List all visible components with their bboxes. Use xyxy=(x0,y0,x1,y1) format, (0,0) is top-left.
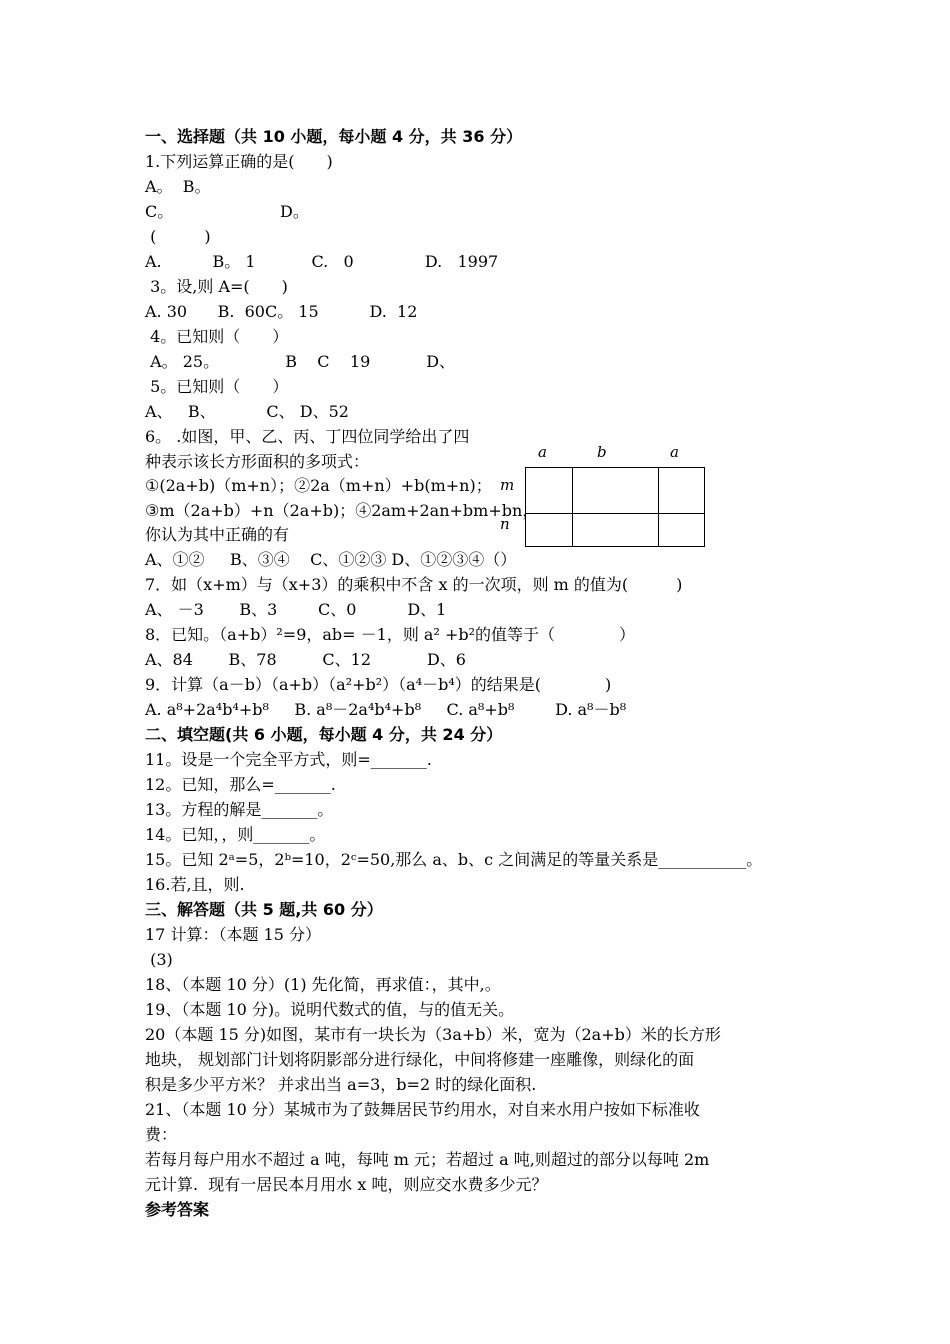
q20-line2: 地块， 规划部门计划将阴影部分进行绿化，中间将修建一座雕像，则绿化的面 xyxy=(145,1050,695,1069)
section-3-title: 三、解答题（共 5 题,共 60 分） xyxy=(145,900,383,919)
q4: 4。已知则（ ） xyxy=(145,327,289,346)
grid-line xyxy=(572,468,573,546)
section-2-title: 二、填空题(共 6 小题，每小题 4 分，共 24 分） xyxy=(145,725,503,744)
q6-line1: 6。 .如图，甲、乙、丙、丁四位同学给出了四 xyxy=(145,427,470,446)
q7: 7．如（x+m）与（x+3）的乘积中不含 x 的一次项，则 m 的值为( ) xyxy=(145,575,683,594)
q2: ( ) xyxy=(145,227,211,246)
q6-line2: 种表示该长方形面积的多项式： xyxy=(145,452,370,471)
q8: 8．已知。（a+b）²=9，ab= －1，则 a² +b²的值等于（ ） xyxy=(145,625,636,644)
q20-line1: 20（本题 15 分)如图，某市有一块长为（3a+b）米，宽为（2a+b）米的长方形 xyxy=(145,1025,721,1044)
q20-line3: 积是多少平方米？ 并求出当 a=3，b=2 时的绿化面积. xyxy=(145,1075,537,1094)
q1-options-cd: C。 D。 xyxy=(145,202,309,221)
q6-line3: ①(2a+b)（m+n）；②2a（m+n）+b(m+n)； xyxy=(145,476,492,495)
figure-label-b: b xyxy=(597,443,607,461)
q21-line4: 元计算. 现有一居民本月用水 x 吨，则应交水费多少元？ xyxy=(145,1175,548,1194)
q1: 1.下列运算正确的是( ) xyxy=(145,152,333,171)
q17: 17 计算：（本题 15 分） xyxy=(145,925,321,944)
q15: 15。已知 2ᵃ=5，2ᵇ=10，2ᶜ=50,那么 a、b、c 之间满足的等量关系是___________。 xyxy=(145,850,763,869)
q2-options: A. B。 1 C. 0 D. 1997 xyxy=(145,252,499,271)
q13: 13。方程的解是_______。 xyxy=(145,800,334,819)
q14: 14。已知，，则_______。 xyxy=(145,825,326,844)
figure-label-m: m xyxy=(500,476,515,494)
answer-title: 参考答案 xyxy=(145,1200,210,1219)
section-1-title: 一、选择题（共 10 小题，每小题 4 分，共 36 分） xyxy=(145,127,523,146)
q4-options: A。 25。 B C 19 D、 xyxy=(145,352,456,371)
figure-grid xyxy=(525,467,705,547)
q17-part3: (3) xyxy=(145,950,173,969)
q19: 19、（本题 10 分)。说明代数式的值，与的值无关。 xyxy=(145,1000,515,1019)
q5-options: A、 B、 C、 D、52 xyxy=(145,402,349,421)
q6-options: A、①② B、③④ C、①②③ D、①②③④（） xyxy=(145,550,517,569)
q21-line2: 费： xyxy=(145,1125,178,1144)
q5: 5。已知则（ ） xyxy=(145,377,289,396)
grid-line xyxy=(658,468,659,546)
q11: 11。设是一个完全平方式，则=_______. xyxy=(145,750,432,769)
q3-options: A. 30 B. 60C。 15 D. 12 xyxy=(145,302,418,321)
q12: 12。已知，那么=_______. xyxy=(145,775,336,794)
q9-options: A. a⁸+2a⁴b⁴+b⁸ B. a⁸－2a⁴b⁴+b⁸ C. a⁸+b⁸ D. a⁸－b⁸ xyxy=(145,700,627,719)
q16: 16.若,且，则. xyxy=(145,875,245,894)
figure-label-n: n xyxy=(500,515,510,533)
q7-options: A、 －3 B、3 C、0 D、1 xyxy=(145,600,447,619)
grid-line xyxy=(526,513,704,514)
q3: 3。设,则 A=( ) xyxy=(145,277,288,296)
q8-options: A、84 B、78 C、12 D、6 xyxy=(145,650,466,669)
q18: 18、（本题 10 分）(1) 先化简，再求值：，其中,。 xyxy=(145,975,501,994)
q6-line5: 你认为其中正确的有 xyxy=(145,525,290,544)
figure-label-a-left: a xyxy=(538,443,547,461)
q9: 9．计算（a－b）（a+b）（a²+b²）（a⁴－b⁴）的结果是( ) xyxy=(145,675,612,694)
q21-line1: 21、（本题 10 分）某城市为了鼓舞居民节约用水，对自来水用户按如下标准收 xyxy=(145,1100,700,1119)
figure-label-a-right: a xyxy=(670,443,679,461)
q1-options-ab: A。 B。 xyxy=(145,177,211,196)
q6-line4: ③m（2a+b）+n（2a+b)；④2am+2an+bm+bn， xyxy=(145,501,539,520)
q21-line3: 若每月每户用水不超过 a 吨，每吨 m 元；若超过 a 吨,则超过的部分以每吨 2m xyxy=(145,1150,710,1169)
